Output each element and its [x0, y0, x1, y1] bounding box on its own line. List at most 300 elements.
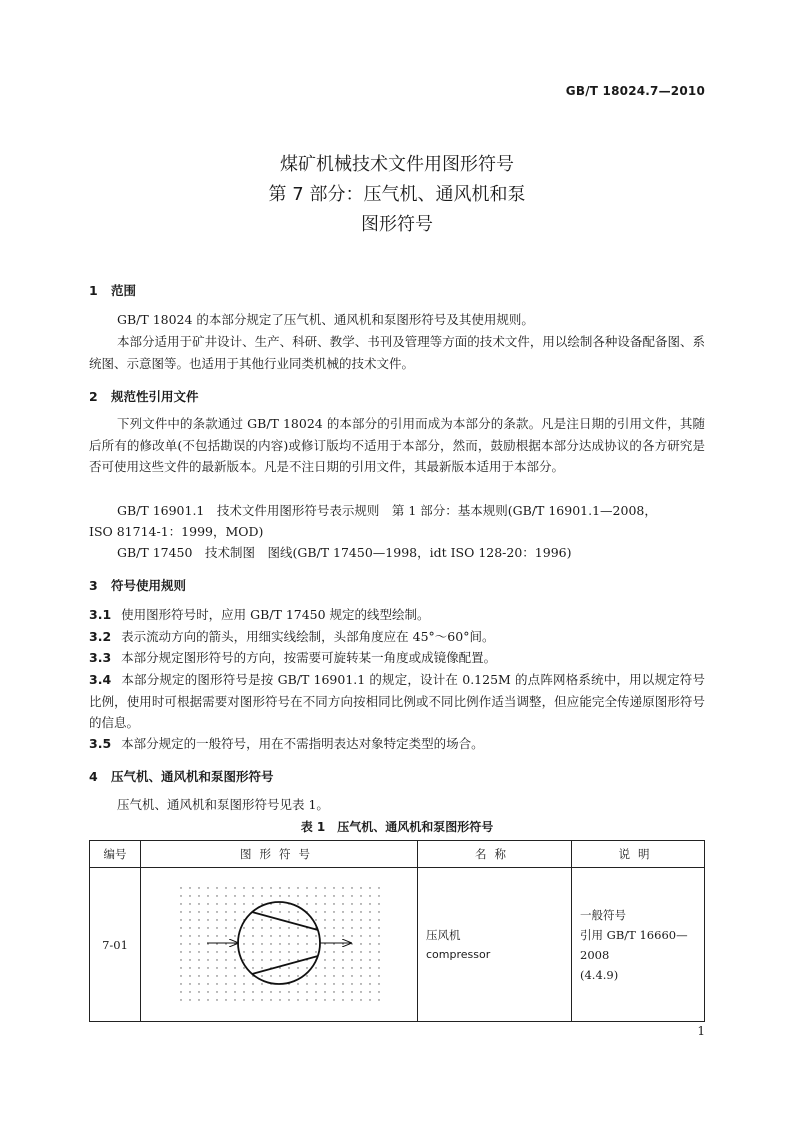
- section-3-heading: [89, 576, 186, 594]
- grid-dot: [261, 943, 262, 944]
- grid-dot: [234, 927, 235, 928]
- grid-dot: [315, 999, 316, 1000]
- grid-dot: [306, 935, 307, 936]
- grid-dot: [180, 975, 181, 976]
- grid-dot: [333, 999, 334, 1000]
- grid-dot: [180, 943, 181, 944]
- grid-dot: [315, 983, 316, 984]
- grid-dot: [207, 903, 208, 904]
- clause-text: 本部分规定的一般符号，用在不需指明表达对象特定类型的场合。: [121, 736, 484, 751]
- grid-dot: [288, 943, 289, 944]
- grid-dot: [207, 959, 208, 960]
- grid-dot: [234, 903, 235, 904]
- grid-dot: [288, 887, 289, 888]
- grid-dot: [252, 991, 253, 992]
- grid-dot: [207, 911, 208, 912]
- grid-dot: [279, 959, 280, 960]
- grid-dot: [270, 935, 271, 936]
- grid-dot: [369, 999, 370, 1000]
- grid-dot: [333, 935, 334, 936]
- grid-dot: [297, 999, 298, 1000]
- clause-text: 本部分规定图形符号的方向，按需要可旋转某一角度或成镜像配置。: [121, 650, 497, 665]
- grid-dot: [189, 999, 190, 1000]
- standard-code: GB/T 18024.7—2010: [565, 84, 705, 98]
- symbol-table: [89, 840, 705, 1022]
- grid-dot: [225, 983, 226, 984]
- grid-dot: [333, 951, 334, 952]
- grid-dot: [297, 935, 298, 936]
- grid-dot: [243, 935, 244, 936]
- grid-dot: [189, 911, 190, 912]
- grid-dot: [333, 887, 334, 888]
- grid-dot: [225, 975, 226, 976]
- grid-dot: [243, 951, 244, 952]
- grid-dot: [234, 911, 235, 912]
- grid-dot: [378, 975, 379, 976]
- grid-dot: [342, 983, 343, 984]
- grid-dot: [351, 919, 352, 920]
- grid-dot: [342, 943, 343, 944]
- grid-dot: [261, 959, 262, 960]
- grid-dot: [243, 927, 244, 928]
- grid-dot: [315, 919, 316, 920]
- grid-dot: [342, 919, 343, 920]
- symbol-note-line-3: (4.4.9): [580, 967, 619, 982]
- grid-dot: [324, 991, 325, 992]
- grid-dot: [234, 959, 235, 960]
- grid-dot: [207, 943, 208, 944]
- grid-dot: [261, 967, 262, 968]
- symbol-note-line-1: 一般符号: [580, 907, 626, 922]
- grid-dot: [351, 903, 352, 904]
- grid-dot: [207, 927, 208, 928]
- grid-dot: [369, 991, 370, 992]
- grid-dot: [234, 999, 235, 1000]
- grid-dot: [378, 967, 379, 968]
- grid-dot: [216, 991, 217, 992]
- grid-dot: [351, 959, 352, 960]
- grid-dot: [198, 911, 199, 912]
- grid-dot: [333, 943, 334, 944]
- grid-dot: [315, 887, 316, 888]
- clause-3-1: [89, 604, 705, 626]
- grid-dot: [189, 919, 190, 920]
- grid-dot: [207, 999, 208, 1000]
- grid-dot: [288, 951, 289, 952]
- grid-dot: [270, 975, 271, 976]
- header-symbol: 图形符号: [141, 841, 418, 868]
- grid-dot: [306, 991, 307, 992]
- grid-dot: [252, 999, 253, 1000]
- grid-dot: [351, 927, 352, 928]
- grid-dot: [198, 999, 199, 1000]
- section-2-paragraph-1: 下列文件中的条款通过 GB/T 18024 的本部分的引用而成为本部分的条款。凡是注日期的引用文件，其随后所有的修改单(不包括勘误的内容)或修订版均不适用于本部分，然而，鼓励根据本部分达成协议的各方研究是否可使用这些文件的最新版本。凡是不注日期的引用文件，其最新版本适用于本部分。: [89, 416, 705, 474]
- symbol-note-line-2: 引用 GB/T 16660—2008: [580, 927, 688, 962]
- grid-dot: [342, 927, 343, 928]
- grid-dot: [189, 991, 190, 992]
- grid-dot: [333, 911, 334, 912]
- grid-dot: [207, 919, 208, 920]
- grid-dot: [297, 991, 298, 992]
- grid-dot: [270, 999, 271, 1000]
- grid-dot: [216, 951, 217, 952]
- grid-dot: [360, 887, 361, 888]
- grid-dot: [342, 975, 343, 976]
- grid-dot: [279, 895, 280, 896]
- title-line-2: 第 7 部分：压气机、通风机和泵: [268, 184, 526, 205]
- grid-dot: [279, 991, 280, 992]
- grid-dot: [297, 967, 298, 968]
- grid-dot: [252, 895, 253, 896]
- grid-dot: [333, 895, 334, 896]
- grid-dot: [324, 983, 325, 984]
- grid-dot: [216, 975, 217, 976]
- grid-dot: [324, 999, 325, 1000]
- grid-dot: [261, 951, 262, 952]
- grid-dot: [198, 967, 199, 968]
- grid-dot: [351, 983, 352, 984]
- grid-dot: [297, 975, 298, 976]
- grid-dot: [243, 983, 244, 984]
- grid-dot: [207, 935, 208, 936]
- grid-dot: [369, 983, 370, 984]
- grid-dot: [261, 999, 262, 1000]
- clause-number: 3.3: [89, 650, 112, 665]
- grid-dot: [180, 903, 181, 904]
- grid-dot: [198, 959, 199, 960]
- symbol-cell: [141, 868, 418, 1022]
- grid-dot: [243, 887, 244, 888]
- grid-dot: [180, 935, 181, 936]
- grid-dot: [234, 895, 235, 896]
- grid-dot: [189, 927, 190, 928]
- grid-dot: [306, 919, 307, 920]
- grid-dot: [369, 903, 370, 904]
- grid-dot: [324, 959, 325, 960]
- symbol-name-cn: 压风机: [426, 927, 461, 942]
- grid-dot: [378, 911, 379, 912]
- header-note: 说明: [572, 841, 705, 868]
- grid-dot: [180, 967, 181, 968]
- grid-dot: [360, 967, 361, 968]
- grid-dot: [270, 959, 271, 960]
- title-line-1: 煤矿机械技术文件用图形符号: [280, 154, 514, 175]
- section-number: 2: [89, 389, 98, 404]
- grid-dot: [288, 935, 289, 936]
- grid-dot: [288, 911, 289, 912]
- grid-dot: [189, 943, 190, 944]
- grid-dot: [207, 951, 208, 952]
- grid-dot: [189, 935, 190, 936]
- grid-dot: [288, 999, 289, 1000]
- grid-dot: [369, 935, 370, 936]
- title-line-3: 图形符号: [361, 214, 433, 235]
- header-name: 名称: [418, 841, 572, 868]
- grid-dot: [216, 911, 217, 912]
- grid-dot: [189, 951, 190, 952]
- grid-dot: [288, 927, 289, 928]
- grid-dot: [279, 975, 280, 976]
- grid-dot: [216, 999, 217, 1000]
- grid-dot: [351, 895, 352, 896]
- grid-dot: [279, 927, 280, 928]
- clause-number: 3.4: [89, 672, 112, 687]
- grid-dot: [378, 887, 379, 888]
- document-title: [0, 150, 794, 240]
- grid-dot: [288, 975, 289, 976]
- grid-dot: [234, 935, 235, 936]
- grid-dot: [207, 967, 208, 968]
- grid-dot: [351, 967, 352, 968]
- grid-dot: [378, 903, 379, 904]
- grid-dot: [378, 991, 379, 992]
- clause-number: 3.5: [89, 736, 112, 751]
- grid-dot: [360, 943, 361, 944]
- grid-dot: [333, 991, 334, 992]
- grid-dot: [216, 935, 217, 936]
- clause-3-5: [89, 733, 705, 755]
- grid-dot: [225, 967, 226, 968]
- grid-dot: [234, 951, 235, 952]
- clause-3-2: [89, 626, 705, 648]
- grid-dot: [252, 919, 253, 920]
- grid-dot: [360, 935, 361, 936]
- grid-dot: [225, 935, 226, 936]
- table-header-row: [90, 841, 705, 868]
- grid-dot: [342, 999, 343, 1000]
- grid-dot: [324, 967, 325, 968]
- grid-dot: [252, 927, 253, 928]
- grid-dot: [369, 927, 370, 928]
- grid-dot: [324, 919, 325, 920]
- grid-dot: [315, 895, 316, 896]
- grid-dot: [198, 919, 199, 920]
- grid-dot: [225, 951, 226, 952]
- grid-dot: [360, 951, 361, 952]
- grid-dot: [243, 903, 244, 904]
- grid-dot: [288, 959, 289, 960]
- grid-dot: [243, 959, 244, 960]
- grid-dot: [324, 895, 325, 896]
- grid-dot: [243, 895, 244, 896]
- grid-dot: [360, 911, 361, 912]
- clause-number: 3.1: [89, 607, 112, 622]
- grid-dot: [306, 895, 307, 896]
- grid-dot: [252, 887, 253, 888]
- grid-dot: [252, 951, 253, 952]
- grid-dot: [342, 903, 343, 904]
- grid-dot: [198, 991, 199, 992]
- grid-dot: [297, 943, 298, 944]
- grid-dot: [315, 975, 316, 976]
- grid-dot: [297, 887, 298, 888]
- grid-dot: [216, 887, 217, 888]
- grid-dot: [342, 935, 343, 936]
- grid-dot: [252, 983, 253, 984]
- grid-dot: [288, 967, 289, 968]
- section-title: 规范性引用文件: [111, 389, 199, 404]
- grid-dot: [279, 951, 280, 952]
- grid-dot: [342, 991, 343, 992]
- grid-dot: [333, 927, 334, 928]
- grid-dot: [369, 967, 370, 968]
- grid-dot: [252, 903, 253, 904]
- grid-dot: [198, 887, 199, 888]
- grid-dot: [261, 927, 262, 928]
- grid-dot: [369, 943, 370, 944]
- grid-dot: [378, 951, 379, 952]
- grid-dot: [252, 967, 253, 968]
- grid-dot: [243, 943, 244, 944]
- grid-dot: [234, 943, 235, 944]
- grid-dot: [243, 991, 244, 992]
- grid-dot: [216, 959, 217, 960]
- clause-text: 表示流动方向的箭头，用细实线绘制，头部角度应在 45°～60°间。: [121, 629, 495, 644]
- grid-dot: [342, 887, 343, 888]
- grid-dot: [378, 999, 379, 1000]
- grid-dot: [324, 927, 325, 928]
- grid-dot: [351, 943, 352, 944]
- grid-dot: [279, 943, 280, 944]
- section-2-heading: [89, 387, 199, 405]
- page-number: 1: [697, 1024, 705, 1038]
- grid-dot: [360, 991, 361, 992]
- grid-dot: [243, 967, 244, 968]
- grid-dot: [378, 943, 379, 944]
- grid-dot: [225, 991, 226, 992]
- grid-dot: [198, 951, 199, 952]
- grid-dot: [342, 959, 343, 960]
- clause-3-3: [89, 647, 705, 669]
- section-1-paragraph-2: 本部分适用于矿井设计、生产、科研、教学、书刊及管理等方面的技术文件，用以绘制各种设备配备图、系统图、示意图等。也适用于其他行业同类机械的技术文件。: [89, 334, 705, 371]
- grid-dot: [216, 927, 217, 928]
- grid-dot: [198, 895, 199, 896]
- grid-dot: [225, 999, 226, 1000]
- grid-dot: [261, 991, 262, 992]
- grid-dot: [180, 887, 181, 888]
- grid-dot: [297, 895, 298, 896]
- grid-dot: [342, 895, 343, 896]
- grid-dot: [279, 903, 280, 904]
- grid-dot: [243, 911, 244, 912]
- grid-dot: [333, 919, 334, 920]
- grid-dot: [288, 895, 289, 896]
- grid-dot: [333, 967, 334, 968]
- grid-dot: [243, 999, 244, 1000]
- grid-dot: [216, 895, 217, 896]
- grid-dot: [342, 911, 343, 912]
- grid-dot: [270, 951, 271, 952]
- grid-dot: [207, 983, 208, 984]
- grid-dot: [252, 943, 253, 944]
- grid-dot: [270, 895, 271, 896]
- grid-dot: [351, 935, 352, 936]
- section-title: 压气机、通风机和泵图形符号: [111, 769, 274, 784]
- grid-dot: [306, 943, 307, 944]
- grid-dot: [216, 903, 217, 904]
- grid-dot: [315, 967, 316, 968]
- grid-dot: [297, 911, 298, 912]
- grid-dot: [234, 983, 235, 984]
- grid-dot: [324, 911, 325, 912]
- grid-dot: [261, 975, 262, 976]
- grid-dot: [324, 903, 325, 904]
- grid-dot: [207, 975, 208, 976]
- section-4-heading: [89, 767, 274, 785]
- clause-3-4: [89, 669, 705, 734]
- grid-dot: [378, 935, 379, 936]
- grid-dot: [180, 983, 181, 984]
- grid-dot: [279, 911, 280, 912]
- grid-dot: [180, 991, 181, 992]
- grid-dot: [369, 959, 370, 960]
- grid-dot: [324, 935, 325, 936]
- grid-dot: [297, 903, 298, 904]
- grid-dot: [252, 959, 253, 960]
- grid-dot: [279, 887, 280, 888]
- grid-dot: [270, 887, 271, 888]
- grid-dot: [351, 887, 352, 888]
- grid-dot: [369, 951, 370, 952]
- grid-dot: [306, 887, 307, 888]
- grid-dot: [234, 967, 235, 968]
- grid-dot: [225, 927, 226, 928]
- symbol-note-cell: [572, 868, 705, 1022]
- grid-dot: [315, 911, 316, 912]
- grid-dot: [180, 999, 181, 1000]
- grid-dot: [369, 911, 370, 912]
- grid-dot: [198, 935, 199, 936]
- grid-dot: [315, 903, 316, 904]
- grid-dot: [261, 911, 262, 912]
- grid-dot: [270, 911, 271, 912]
- normative-reference-1-cont: ISO 81714-1：1999，MOD): [89, 524, 264, 539]
- grid-dot: [189, 887, 190, 888]
- grid-dot: [333, 983, 334, 984]
- grid-dot: [189, 975, 190, 976]
- grid-dot: [234, 975, 235, 976]
- grid-dot: [378, 927, 379, 928]
- clause-text: 本部分规定的图形符号是按 GB/T 16901.1 的规定，设计在 0.125M 的点阵网格系统中，用以规定符号比例，使用时可根据需要对图形符号在不同方向按相同比例或不同比例作适当调整，但应能完全传递原图形符号的信息。: [89, 672, 705, 730]
- section-1-heading: [89, 281, 136, 299]
- grid-dot: [378, 919, 379, 920]
- grid-dot: [324, 943, 325, 944]
- grid-dot: [270, 919, 271, 920]
- grid-dot: [306, 903, 307, 904]
- header-number: 编号: [90, 841, 141, 868]
- grid-dot: [279, 967, 280, 968]
- grid-dot: [225, 895, 226, 896]
- grid-dot: [261, 919, 262, 920]
- grid-dot: [288, 991, 289, 992]
- compressor-circle-icon: [238, 902, 320, 984]
- grid-dot: [351, 991, 352, 992]
- grid-dot: [360, 895, 361, 896]
- grid-dot: [288, 919, 289, 920]
- grid-dot: [333, 975, 334, 976]
- grid-dot: [270, 943, 271, 944]
- symbol-name-en: compressor: [426, 947, 491, 961]
- grid-dot: [216, 943, 217, 944]
- grid-dot: [270, 927, 271, 928]
- grid-dot: [315, 951, 316, 952]
- grid-dot: [306, 951, 307, 952]
- grid-dot: [234, 887, 235, 888]
- grid-dot: [198, 903, 199, 904]
- grid-dot: [333, 959, 334, 960]
- grid-dot: [306, 975, 307, 976]
- grid-dot: [306, 983, 307, 984]
